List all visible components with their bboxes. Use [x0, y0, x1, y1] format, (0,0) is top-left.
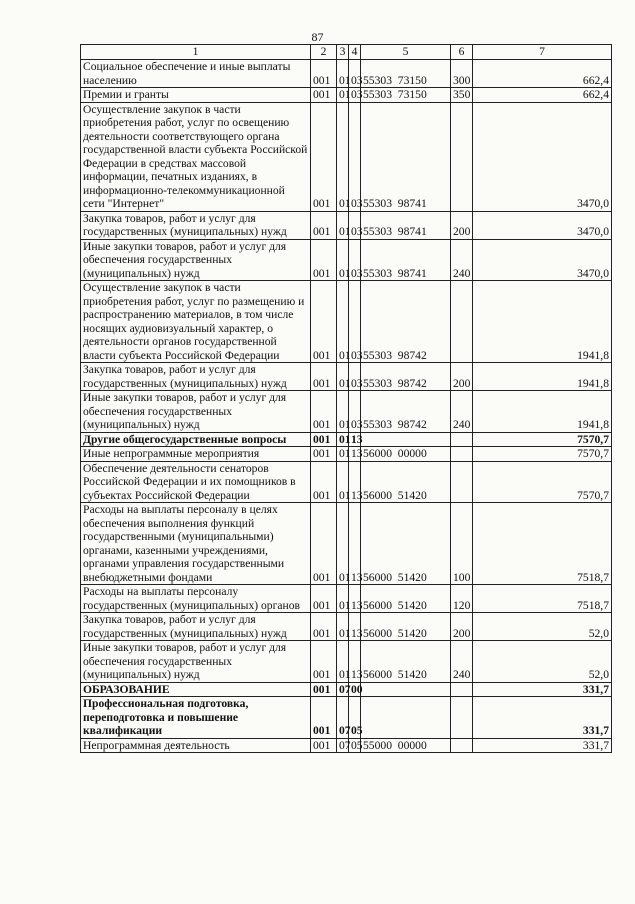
- row-section-cell: 01: [337, 447, 349, 462]
- row-target-article-cell: 56000 51420: [361, 503, 451, 585]
- row-expense-type-cell: 200: [451, 363, 473, 391]
- row-section-cell: 01: [337, 585, 349, 613]
- table-row: [81, 102, 612, 211]
- row-subsection-cell: 13: [349, 461, 361, 503]
- row-name-cell: Обеспечение деятельности сенаторов Российской Федерации и их помощников в субъектах Российской Федерации: [81, 461, 311, 503]
- table-row: [81, 613, 612, 641]
- row-section-cell: 07: [337, 738, 349, 753]
- header-cell-6: 6: [451, 45, 473, 60]
- row-subsection-cell: 03: [349, 391, 361, 433]
- row-amount-cell: 7518,7: [473, 503, 612, 585]
- row-code-cell: 001: [311, 447, 337, 462]
- table-body: [81, 60, 612, 753]
- row-subsection-cell: 03: [349, 281, 361, 363]
- row-subsection-cell: 03: [349, 60, 361, 88]
- header-cell-2: 2: [311, 45, 337, 60]
- row-code-cell: 001: [311, 682, 337, 697]
- row-code-cell: 001: [311, 613, 337, 641]
- row-target-article-cell: 56000 51420: [361, 641, 451, 683]
- row-code-cell: 001: [311, 60, 337, 88]
- row-subsection-cell: 03: [349, 363, 361, 391]
- row-name-cell: Иные закупки товаров, работ и услуг для обеспечения государственных (муниципальных) нужд: [81, 239, 311, 281]
- row-code-cell: 001: [311, 281, 337, 363]
- row-subsection-cell: 13: [349, 641, 361, 683]
- row-code-cell: 001: [311, 432, 337, 447]
- row-name-cell: Закупка товаров, работ и услуг для государственных (муниципальных) нужд: [81, 363, 311, 391]
- row-code-cell: 001: [311, 391, 337, 433]
- row-code-cell: 001: [311, 211, 337, 239]
- table-row: [81, 60, 612, 88]
- table-row: [81, 682, 612, 697]
- table-row: [81, 641, 612, 683]
- table-row: [81, 363, 612, 391]
- row-target-article-cell: 55303 98742: [361, 281, 451, 363]
- table-row: [81, 503, 612, 585]
- table-row: [81, 88, 612, 103]
- table-row: [81, 447, 612, 462]
- row-code-cell: 001: [311, 102, 337, 211]
- row-target-article-cell: [361, 697, 451, 739]
- row-target-article-cell: 55000 00000: [361, 738, 451, 753]
- row-code-cell: 001: [311, 503, 337, 585]
- table-row: [81, 738, 612, 753]
- row-section-cell: 01: [337, 432, 349, 447]
- row-section-cell: 01: [337, 363, 349, 391]
- row-code-cell: 001: [311, 461, 337, 503]
- row-name-cell: Иные закупки товаров, работ и услуг для обеспечения государственных (муниципальных) нужд: [81, 391, 311, 433]
- header-cell-3: 3: [337, 45, 349, 60]
- row-subsection-cell: 13: [349, 585, 361, 613]
- row-amount-cell: 3470,0: [473, 211, 612, 239]
- budget-table: [80, 44, 612, 753]
- row-name-cell: Социальное обеспечение и иные выплаты населению: [81, 60, 311, 88]
- row-code-cell: 001: [311, 88, 337, 103]
- row-expense-type-cell: [451, 281, 473, 363]
- row-section-cell: 01: [337, 461, 349, 503]
- row-expense-type-cell: [451, 738, 473, 753]
- row-section-cell: 01: [337, 613, 349, 641]
- row-target-article-cell: 55303 98741: [361, 211, 451, 239]
- row-code-cell: 001: [311, 738, 337, 753]
- row-name-cell: Осуществление закупок в части приобретения работ, услуг по размещению и распространению материалов, в том числе носящих аудиовизуальный характер, о деятельности органов государственной власти субъекта Российской Федерации: [81, 281, 311, 363]
- row-code-cell: 001: [311, 239, 337, 281]
- row-name-cell: Профессиональная подготовка, переподготовка и повышение квалификации: [81, 697, 311, 739]
- row-amount-cell: 331,7: [473, 682, 612, 697]
- header-cell-7: 7: [473, 45, 612, 60]
- row-expense-type-cell: [451, 697, 473, 739]
- row-subsection-cell: 03: [349, 211, 361, 239]
- page-number: 87: [311, 30, 324, 44]
- header-cell-4: 4: [349, 45, 361, 60]
- row-subsection-cell: 03: [349, 88, 361, 103]
- row-amount-cell: 662,4: [473, 88, 612, 103]
- row-code-cell: 001: [311, 585, 337, 613]
- row-expense-type-cell: [451, 682, 473, 697]
- header-cell-5: 5: [361, 45, 451, 60]
- row-amount-cell: 3470,0: [473, 102, 612, 211]
- row-amount-cell: 52,0: [473, 613, 612, 641]
- row-section-cell: 07: [337, 682, 349, 697]
- table-row: [81, 585, 612, 613]
- row-subsection-cell: 13: [349, 447, 361, 462]
- row-target-article-cell: 56000 00000: [361, 447, 451, 462]
- row-amount-cell: 7570,7: [473, 461, 612, 503]
- row-subsection-cell: 13: [349, 432, 361, 447]
- header-cell-1: 1: [81, 45, 311, 60]
- row-target-article-cell: 56000 51420: [361, 613, 451, 641]
- table-row: [81, 391, 612, 433]
- header-row: [81, 45, 612, 60]
- row-amount-cell: 7570,7: [473, 447, 612, 462]
- row-expense-type-cell: 240: [451, 391, 473, 433]
- row-name-cell: Непрограммная деятельность: [81, 738, 311, 753]
- row-section-cell: 01: [337, 88, 349, 103]
- row-target-article-cell: 55303 73150: [361, 60, 451, 88]
- row-expense-type-cell: 200: [451, 211, 473, 239]
- row-expense-type-cell: [451, 432, 473, 447]
- row-name-cell: Другие общегосударственные вопросы: [81, 432, 311, 447]
- row-section-cell: 01: [337, 211, 349, 239]
- row-name-cell: Закупка товаров, работ и услуг для государственных (муниципальных) нужд: [81, 613, 311, 641]
- row-name-cell: Иные непрограммные мероприятия: [81, 447, 311, 462]
- row-amount-cell: 52,0: [473, 641, 612, 683]
- row-target-article-cell: [361, 682, 451, 697]
- table-row: [81, 239, 612, 281]
- row-section-cell: 01: [337, 391, 349, 433]
- row-amount-cell: 7518,7: [473, 585, 612, 613]
- row-target-article-cell: 56000 51420: [361, 585, 451, 613]
- row-target-article-cell: 55303 98741: [361, 239, 451, 281]
- row-section-cell: 01: [337, 60, 349, 88]
- row-subsection-cell: 13: [349, 613, 361, 641]
- row-code-cell: 001: [311, 363, 337, 391]
- row-code-cell: 001: [311, 641, 337, 683]
- row-target-article-cell: 55303 98742: [361, 363, 451, 391]
- row-expense-type-cell: 350: [451, 88, 473, 103]
- row-expense-type-cell: 120: [451, 585, 473, 613]
- row-name-cell: Премии и гранты: [81, 88, 311, 103]
- row-subsection-cell: 03: [349, 102, 361, 211]
- table-row: [81, 697, 612, 739]
- table-row: [81, 211, 612, 239]
- row-subsection-cell: 05: [349, 738, 361, 753]
- row-subsection-cell: 03: [349, 239, 361, 281]
- row-target-article-cell: 55303 98741: [361, 102, 451, 211]
- row-amount-cell: 331,7: [473, 738, 612, 753]
- row-expense-type-cell: 100: [451, 503, 473, 585]
- table-row: [81, 281, 612, 363]
- row-expense-type-cell: 240: [451, 641, 473, 683]
- row-expense-type-cell: [451, 461, 473, 503]
- row-target-article-cell: 55303 98742: [361, 391, 451, 433]
- row-expense-type-cell: 200: [451, 613, 473, 641]
- table-row: [81, 461, 612, 503]
- row-section-cell: 01: [337, 641, 349, 683]
- row-name-cell: ОБРАЗОВАНИЕ: [81, 682, 311, 697]
- row-section-cell: 01: [337, 239, 349, 281]
- row-subsection-cell: 05: [349, 697, 361, 739]
- row-amount-cell: 3470,0: [473, 239, 612, 281]
- row-expense-type-cell: 240: [451, 239, 473, 281]
- row-name-cell: Расходы на выплаты персоналу в целях обеспечения выполнения функций государственными (муниципальными) органами, казенными учреждениями, органами управления государственными внебюджетными фондами: [81, 503, 311, 585]
- row-section-cell: 01: [337, 503, 349, 585]
- row-name-cell: Осуществление закупок в части приобретения работ, услуг по освещению деятельности соответствующего органа государственной власти субъекта Российской Федерации в средствах массовой информации, печатных изданиях, в информационно-телекоммуникационной сети "Интернет": [81, 102, 311, 211]
- row-section-cell: 01: [337, 102, 349, 211]
- row-target-article-cell: 56000 51420: [361, 461, 451, 503]
- row-target-article-cell: [361, 432, 451, 447]
- row-section-cell: 07: [337, 697, 349, 739]
- row-subsection-cell: 00: [349, 682, 361, 697]
- row-amount-cell: 1941,8: [473, 363, 612, 391]
- row-name-cell: Иные закупки товаров, работ и услуг для обеспечения государственных (муниципальных) нужд: [81, 641, 311, 683]
- row-target-article-cell: 55303 73150: [361, 88, 451, 103]
- row-amount-cell: 662,4: [473, 60, 612, 88]
- row-expense-type-cell: [451, 102, 473, 211]
- row-amount-cell: 1941,8: [473, 281, 612, 363]
- row-amount-cell: 331,7: [473, 697, 612, 739]
- row-section-cell: 01: [337, 281, 349, 363]
- row-code-cell: 001: [311, 697, 337, 739]
- table-row: [81, 432, 612, 447]
- row-name-cell: Расходы на выплаты персоналу государственных (муниципальных) органов: [81, 585, 311, 613]
- row-subsection-cell: 13: [349, 503, 361, 585]
- row-amount-cell: 7570,7: [473, 432, 612, 447]
- row-amount-cell: 1941,8: [473, 391, 612, 433]
- row-name-cell: Закупка товаров, работ и услуг для государственных (муниципальных) нужд: [81, 211, 311, 239]
- row-expense-type-cell: 300: [451, 60, 473, 88]
- row-expense-type-cell: [451, 447, 473, 462]
